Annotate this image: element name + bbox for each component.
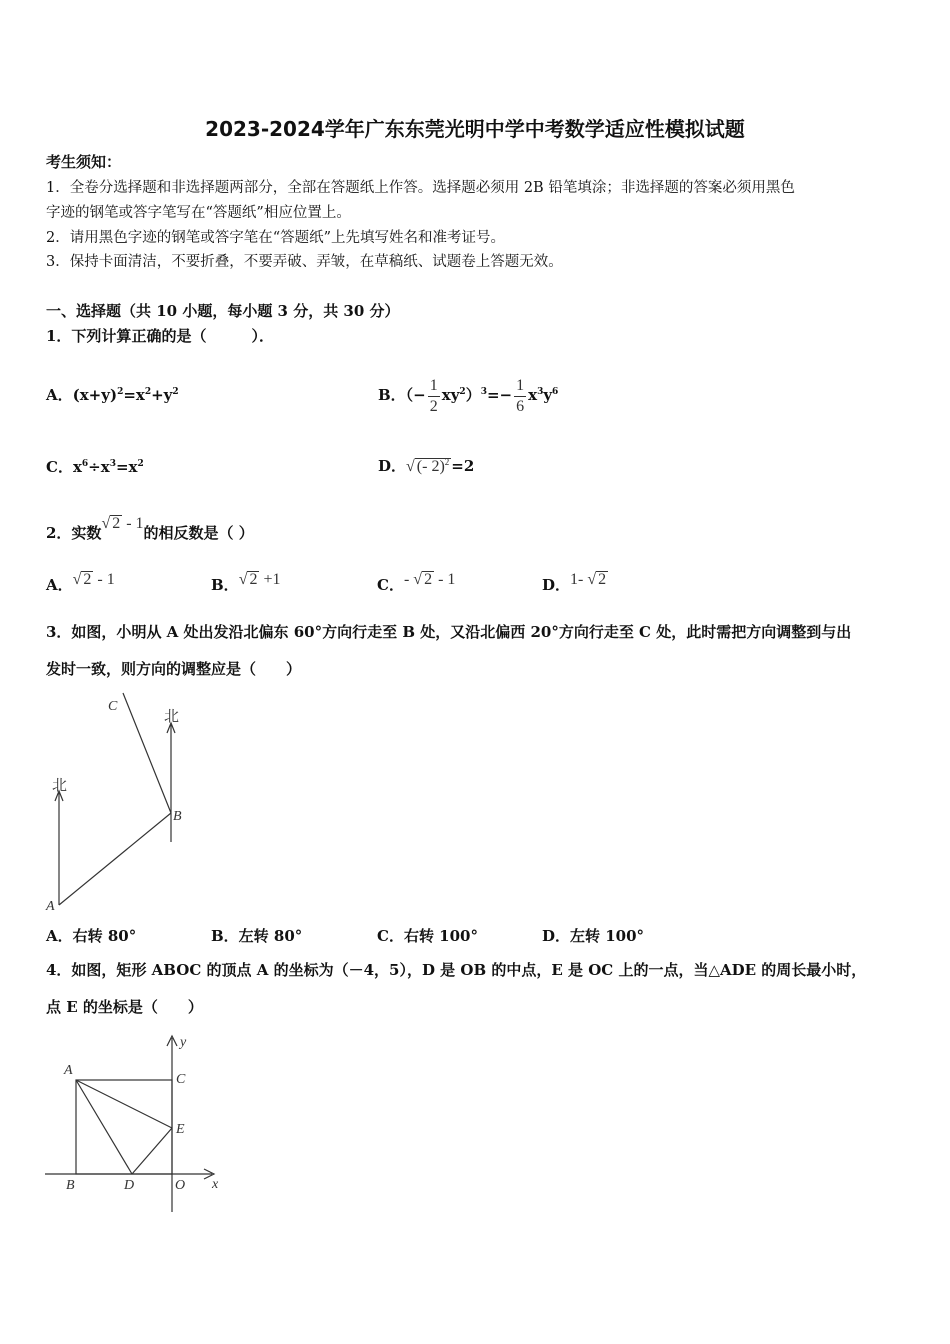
q4-rectangle-figure [40,1032,230,1222]
q1-option-a: A．$(x+y)^2=x^2+y^2$ [46,386,179,404]
point-e-label: E [176,1122,185,1137]
segment-ab [59,813,171,905]
sqrt-icon: √ [72,571,82,588]
q3-stem-line-2: 发时一致，则方向的调整应是（ ） [46,660,302,678]
sqrt-icon: √ [238,571,248,588]
origin-label: O [175,1178,186,1193]
x-axis-label: x [212,1177,219,1192]
notice-line-1b: 字迹的钢笔或答字笔写在“答题纸”相应位置上。 [46,205,351,221]
q3-direction-figure [40,688,200,918]
point-b-label: B [173,809,182,824]
y-axis-label: y [180,1035,187,1050]
point-d-label: D [124,1178,135,1193]
q2-option-d: D．1- √ 2 [542,571,607,594]
q2-option-c: C．- √ 2 - 1 [377,571,456,594]
segment-de [132,1128,172,1174]
q2-stem: 2．实数√ 2 - 1的相反数是（ ） [46,515,254,542]
point-c-label: C [176,1072,186,1087]
q1-option-c: C．$x^6\div x^3=x^2$ [46,458,144,476]
north-label-2: 北 [164,707,180,725]
q1-stem: 1．下列计算正确的是（ ）． [46,327,274,345]
q4-stem-line-2: 点 E 的坐标是（ ） [46,998,203,1016]
sqrt-icon: √ [101,515,111,532]
q3-option-c: C．右转 100° [377,927,478,945]
point-b-label: B [66,1178,75,1193]
north-label-1: 北 [52,776,68,794]
point-a-label: A [46,899,55,914]
q3-stem-line-1: 3．如图，小明从 A 处出发沿北偏东 60°方向行走至 B 处，又沿北偏西 20°方向行走至 C 处，此时需把方向调整到与出 [46,623,852,641]
q3-option-d: D．左转 100° [542,927,645,945]
sqrt-icon: √ [413,571,423,588]
q2-option-b: B．√ 2 +1 [211,571,281,594]
notice-line-2: 2．请用黑色字迹的钢笔或答字笔在“答题纸”上先填写姓名和准考证号。 [46,230,506,246]
point-a-label: A [64,1063,73,1078]
page-title: 2023-2024学年广东东莞光明中学中考数学适应性模拟试题 [205,117,745,141]
fraction-one-half: $\frac{1}{2}$ [429,376,438,415]
section-heading: 一、选择题（共 10 小题，每小题 3 分，共 30 分） [46,302,400,320]
notice-line-3: 3．保持卡面清洁，不要折叠，不要弄破、弄皱，在草稿纸、试题卷上答题无效。 [46,254,563,270]
q2-option-a: A．√ 2 - 1 [46,571,115,594]
sqrt-icon: √ [406,458,415,475]
q3-option-a: A．右转 80° [46,927,137,945]
q4-stem-line-1: 4．如图，矩形 ABOC 的顶点 A 的坐标为（－4，5），D 是 OB 的中点，E 是 OC 上的一点，当△ADE 的周长最小时， [46,961,867,979]
q1-option-b: B．（− $\frac{1}{2}$ $xy^2)^3=-$ $\frac{1}{6}$ $x^3y^6$ [378,376,559,415]
fraction-one-sixth: $\frac{1}{6}$ [516,376,525,415]
notice-line-1a: 1．全卷分选择题和非选择题两部分，全部在答题纸上作答。选择题必须用 2B 铅笔填涂；非选择题的答案必须用黑色 [46,180,795,196]
sqrt-icon: √ [587,571,597,588]
notice-heading: 考生须知： [46,153,122,171]
q3-option-b: B．左转 80° [211,927,303,945]
q1-option-d: D．√ (- 2)$^2$ =2 [378,457,475,475]
point-c-label: C [108,699,118,714]
